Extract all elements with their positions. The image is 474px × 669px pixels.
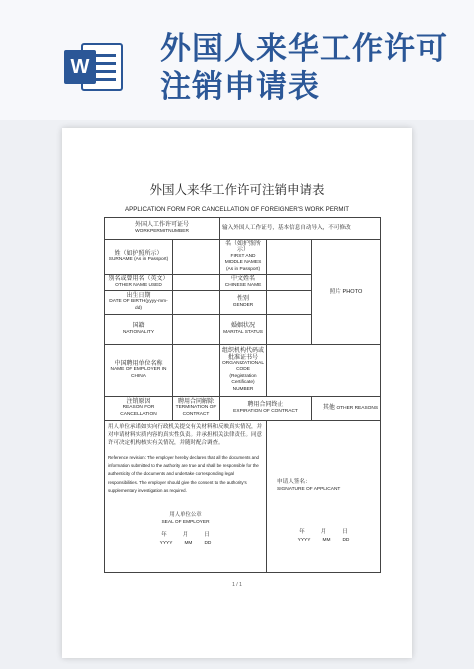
gender-label: 性别 GENDER <box>220 291 267 315</box>
marital-label: 婚姻状况 MARITAL STATUS <box>220 315 267 345</box>
form-row-reason <box>105 397 381 421</box>
expiration-option[interactable]: 聘用合同终止 EXPIRATION OF CONTRACT <box>220 397 312 421</box>
employer-declaration <box>105 421 267 573</box>
chinese-name-field[interactable] <box>267 275 312 291</box>
declaration-en: Reference revision: The employer hereby declares that all the documents and information submitted to the authority are true and shall be responsible for the authenticity of the documents and undertake corresponding legal responsibilities. The employer should give the consent to the authority's supplementary investigation as required. <box>108 454 259 494</box>
employer-seal-block: 用人单位公章 SEAL OF EMPLOYER 年 月 日 YYYY MM DD <box>108 512 263 547</box>
svg-text:W: W <box>70 56 90 78</box>
photo-box: 照片 PHOTO <box>312 240 381 345</box>
employer-field[interactable] <box>173 345 220 397</box>
other-name-field[interactable] <box>173 275 220 291</box>
banner-title: 外国人来华工作许可注销申请表 <box>160 31 448 105</box>
nationality-field[interactable] <box>173 315 220 345</box>
applicant-date-en: YYYY MM DD <box>297 538 350 544</box>
org-code-field[interactable] <box>267 345 381 397</box>
first-name-field[interactable] <box>267 240 312 275</box>
seal-date-cn: 年 月 日 <box>161 531 210 538</box>
chinese-name-label: 中文姓名 CHINESE NAME <box>220 275 267 291</box>
seal-date-en: YYYY MM DD <box>159 540 212 546</box>
applicant-date-cn: 年 月 日 <box>299 529 348 536</box>
other-name-label: 别名或曾用名（英文） OTHER NAME USED <box>105 275 173 291</box>
form-row-names <box>105 240 381 275</box>
preview-banner <box>0 0 474 120</box>
form-title: 外国人来华工作许可注销申请表 <box>149 182 325 197</box>
termination-option[interactable]: 聘用合同解除 TERMINATION OF CONTRACT <box>173 397 220 421</box>
gender-field[interactable] <box>267 291 312 315</box>
nationality-label: 国籍 NATIONALITY <box>105 315 173 345</box>
applicant-signature-label: 申请人签名： <box>277 479 311 486</box>
applicant-date-block <box>267 529 380 544</box>
form-row-employer <box>105 345 381 397</box>
reason-label: 注销原因 REASON FOR CANCELLATION <box>105 397 173 421</box>
form-row-declaration <box>105 421 381 573</box>
declaration-cn: 用人单位承诺如实向行政机关提交有关材料和反映真实情况，并对申请材料实质内容的真实性负责。并承担相关法律责任。同意许可决定机构核实有关情况，并随时配合调查。 <box>108 424 263 447</box>
first-name-label: 名（如护照所示） FIRST AND MIDDLE NAMES (As in Passport) <box>220 240 267 275</box>
employer-label: 中国聘用单位名称 NAME OF EMPLOYER IN CHINA <box>105 345 173 397</box>
dob-field[interactable] <box>173 291 220 315</box>
surname-label: 姓（如护照所示） SURNAME (As in Passport) <box>105 240 173 275</box>
document-page <box>62 128 412 658</box>
permit-value[interactable]: 输入外国人工作证号，基本信息自动导入，不可修改 <box>220 218 381 240</box>
application-form <box>104 217 381 573</box>
form-row-permit <box>105 218 381 240</box>
page-number: 1 / 1 <box>232 582 242 588</box>
other-reasons-option[interactable]: 其他 OTHER REASONS <box>312 397 381 421</box>
dob-label: 出生日期 DATE OF BIRTH(yyyy-mm-dd) <box>105 291 173 315</box>
permit-label: 外国人工作许可证号 WORKPERMITNUMBER <box>105 218 220 240</box>
microsoft-word-logo <box>64 40 124 94</box>
surname-field[interactable] <box>173 240 220 275</box>
applicant-signature-area[interactable]: 申请人签名： SIGNATURE OF APPLICANT 年 月 日 YYYY MM DD <box>267 421 381 573</box>
marital-field[interactable] <box>267 315 312 345</box>
form-subtitle: APPLICATION FORM FOR CANCELLATION OF FOREIGNER'S WORK PERMIT <box>124 206 350 213</box>
org-code-label: 组织机构代码或批准证书号 ORGANIZATIONAL CODE (Registration Certificate) NUMBER <box>220 345 267 397</box>
